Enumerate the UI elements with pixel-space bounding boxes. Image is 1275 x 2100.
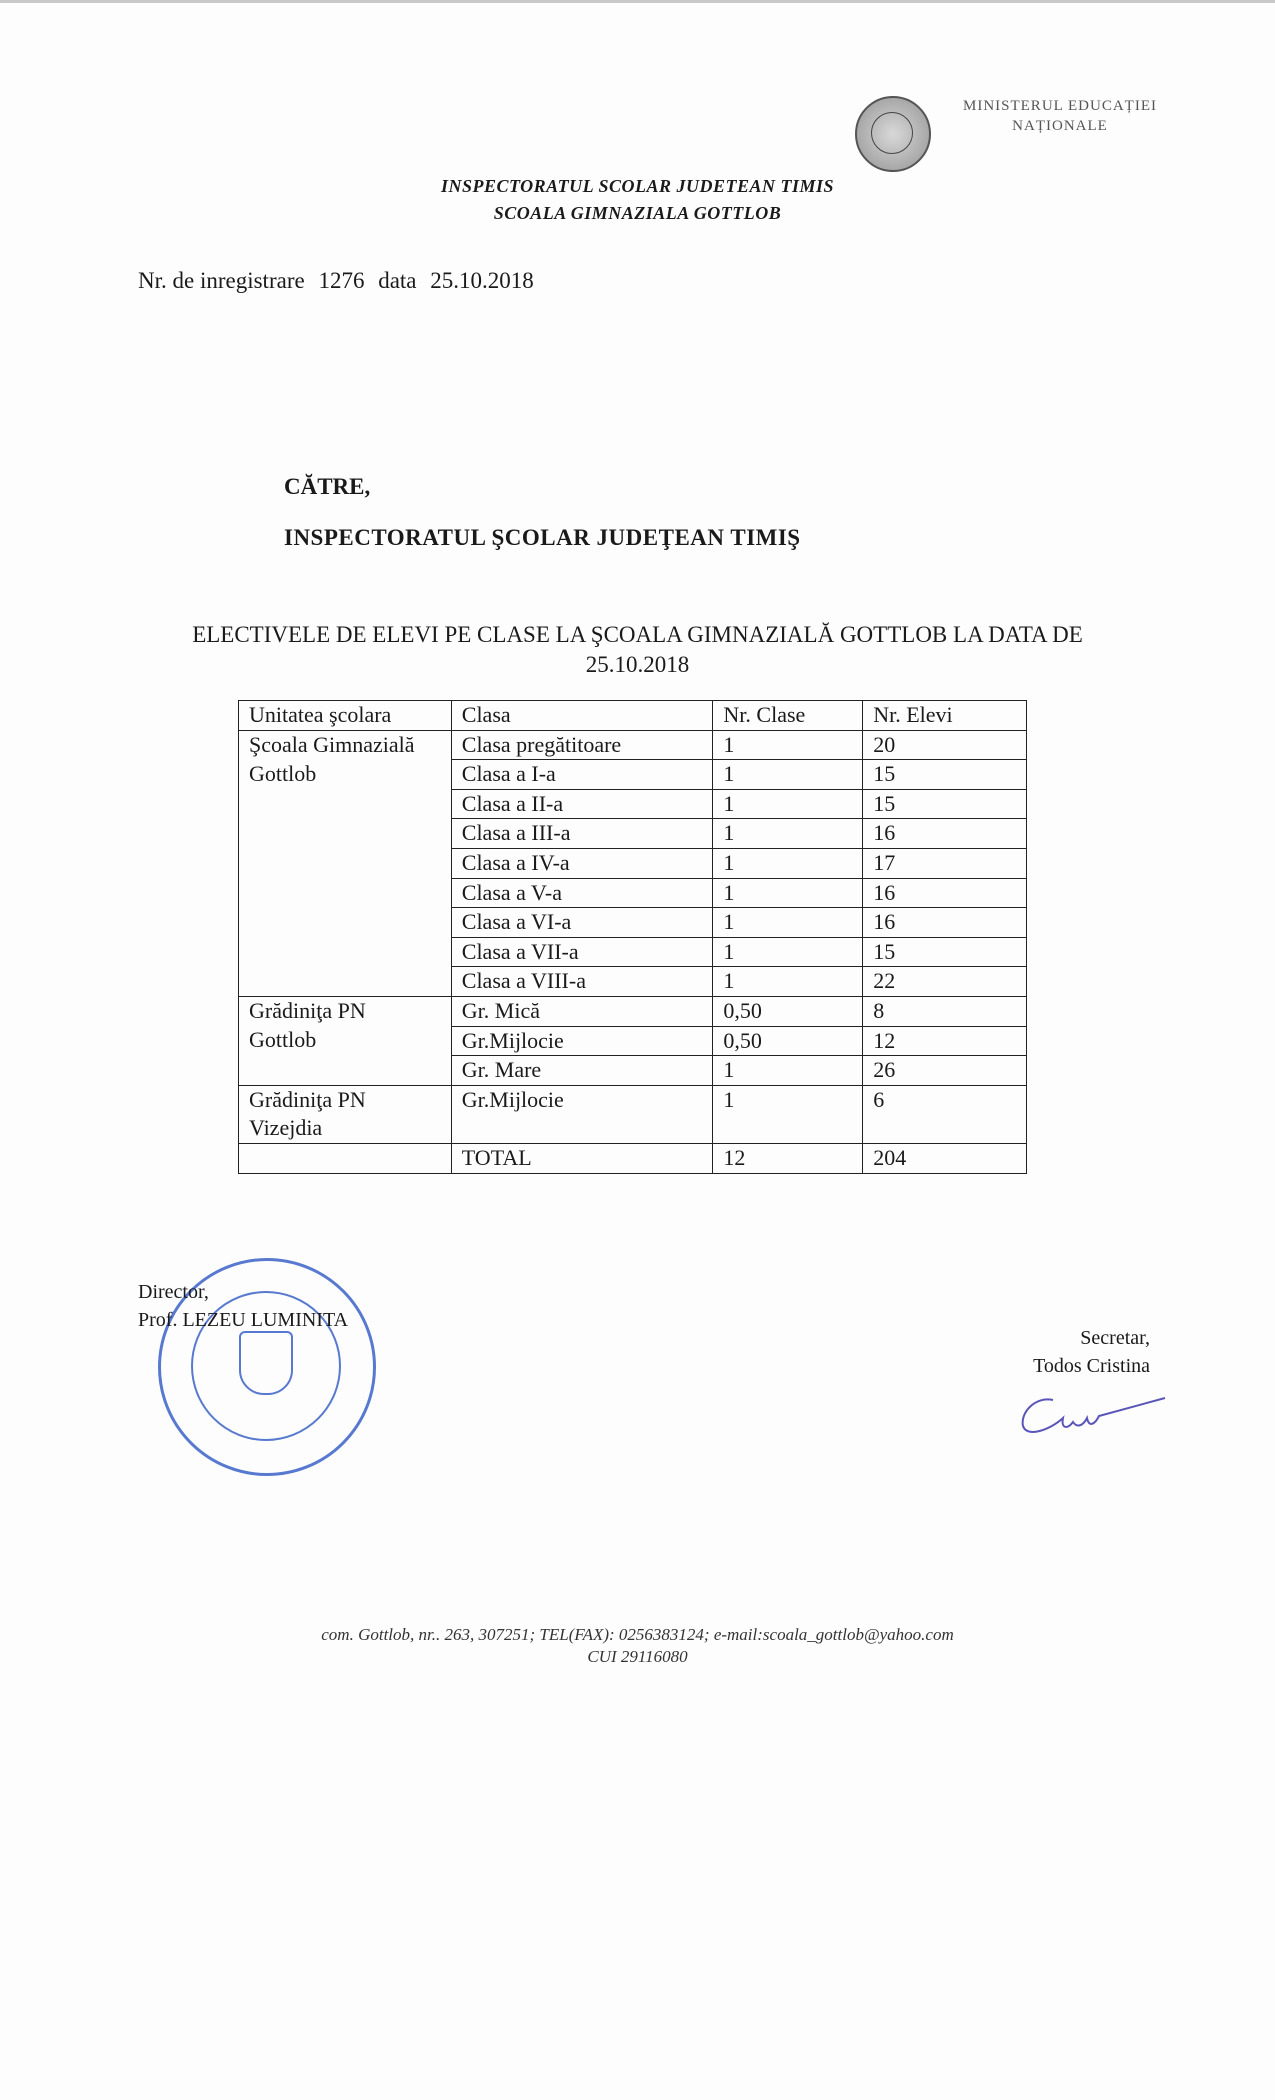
ministry-line1: MINISTERUL EDUCAȚIEI xyxy=(962,98,1157,114)
top-rule xyxy=(0,0,1275,3)
nr-students-cell: 15 xyxy=(863,937,1027,967)
document-title xyxy=(0,620,1275,680)
nr-classes-cell: 1 xyxy=(713,730,863,760)
table-row xyxy=(239,1085,1027,1114)
total-label: TOTAL xyxy=(451,1143,713,1173)
unit-cell xyxy=(239,967,452,997)
nr-classes-cell: 1 xyxy=(713,848,863,878)
nr-students-cell: 6 xyxy=(863,1085,1027,1114)
nr-students-cell: 20 xyxy=(863,730,1027,760)
unit-cell xyxy=(239,1056,452,1086)
nr-classes-cell: 1 xyxy=(713,1085,863,1114)
nr-students-cell: 26 xyxy=(863,1056,1027,1086)
class-cell: Gr.Mijlocie xyxy=(451,1085,713,1114)
class-cell: Gr. Mică xyxy=(451,996,713,1026)
signature-icon xyxy=(1015,1378,1175,1448)
table-row xyxy=(239,937,1027,967)
nr-students-cell: 16 xyxy=(863,878,1027,908)
nr-students-cell: 15 xyxy=(863,789,1027,819)
unit-cell: Gottlob xyxy=(239,760,452,790)
unit-cell: Şcoala Gimnazială xyxy=(239,730,452,760)
header-nr-students: Nr. Elevi xyxy=(863,701,1027,731)
class-cell: Clasa a VI-a xyxy=(451,908,713,938)
ministry-line2: NAȚIONALE xyxy=(1012,118,1108,134)
unit-cell xyxy=(239,819,452,849)
table-row xyxy=(239,996,1027,1026)
unit-cell xyxy=(239,789,452,819)
nr-students-cell: 22 xyxy=(863,967,1027,997)
header-unit: Unitatea şcolara xyxy=(239,701,452,731)
secretary-title: Secretar, xyxy=(1080,1327,1150,1349)
table-row xyxy=(239,730,1027,760)
class-cell: Clasa a VII-a xyxy=(451,937,713,967)
class-cell: Clasa a VIII-a xyxy=(451,967,713,997)
secretary-block xyxy=(980,1324,1150,1380)
header-class: Clasa xyxy=(451,701,713,731)
director-name: Prof. LEZEU LUMINITA xyxy=(138,1309,349,1331)
nr-students-cell: 16 xyxy=(863,819,1027,849)
unit-cell xyxy=(239,908,452,938)
registration-label: Nr. de inregistrare xyxy=(138,268,305,293)
document-title-line2: 25.10.2018 xyxy=(585,652,690,677)
table-total-row xyxy=(239,1143,1027,1173)
table-row xyxy=(239,878,1027,908)
nr-students-cell: 12 xyxy=(863,1026,1027,1056)
class-cell: Clasa a II-a xyxy=(451,789,713,819)
ministry-name xyxy=(950,96,1170,136)
nr-classes-cell: 1 xyxy=(713,937,863,967)
document-title-line1: ELECTIVELE DE ELEVI PE CLASE LA ŞCOALA GIMNAZIALĂ GOTTLOB LA DATA DE xyxy=(192,622,1083,647)
class-cell: Clasa a III-a xyxy=(451,819,713,849)
director-block xyxy=(138,1278,348,1334)
nr-students-cell: 16 xyxy=(863,908,1027,938)
nr-classes-cell: 1 xyxy=(713,878,863,908)
total-nr-classes: 12 xyxy=(713,1143,863,1173)
class-cell: Clasa a I-a xyxy=(451,760,713,790)
class-cell: Clasa a IV-a xyxy=(451,848,713,878)
registration-date: 25.10.2018 xyxy=(430,268,534,293)
header-school: SCOALA GIMNAZIALA GOTTLOB xyxy=(493,203,782,223)
unit-cell xyxy=(239,848,452,878)
unit-cell xyxy=(239,1143,452,1173)
table-row xyxy=(239,1026,1027,1056)
total-nr-students: 204 xyxy=(863,1143,1027,1173)
header-nr-classes: Nr. Clase xyxy=(713,701,863,731)
nr-classes-cell xyxy=(713,1114,863,1143)
table-row xyxy=(239,848,1027,878)
unit-cell: Grădiniţa PN xyxy=(239,1085,452,1114)
nr-classes-cell: 1 xyxy=(713,1056,863,1086)
nr-students-cell xyxy=(863,1114,1027,1143)
registration-line xyxy=(138,268,542,294)
director-title: Director, xyxy=(138,1281,209,1303)
nr-students-cell: 8 xyxy=(863,996,1027,1026)
nr-classes-cell: 1 xyxy=(713,908,863,938)
class-cell: Clasa a V-a xyxy=(451,878,713,908)
nr-students-cell: 17 xyxy=(863,848,1027,878)
footer-cui: CUI 29116080 xyxy=(587,1647,688,1666)
unit-cell xyxy=(239,937,452,967)
table-row xyxy=(239,789,1027,819)
footer-address: com. Gottlob, nr.. 263, 307251; TEL(FAX): 0256383124; e-mail:scoala_gottlob@yahoo.com xyxy=(321,1625,954,1644)
nr-classes-cell: 1 xyxy=(713,760,863,790)
registration-date-label: data xyxy=(378,268,417,293)
class-cell: Clasa pregătitoare xyxy=(451,730,713,760)
footer xyxy=(0,1624,1275,1668)
registration-number: 1276 xyxy=(318,268,365,293)
students-table xyxy=(238,700,1027,1174)
class-cell: Gr.Mijlocie xyxy=(451,1026,713,1056)
nr-students-cell: 15 xyxy=(863,760,1027,790)
unit-cell xyxy=(239,878,452,908)
unit-cell: Gottlob xyxy=(239,1026,452,1056)
recipient-to: CĂTRE, xyxy=(284,474,371,499)
class-cell: Gr. Mare xyxy=(451,1056,713,1086)
nr-classes-cell: 0,50 xyxy=(713,1026,863,1056)
table-row xyxy=(239,967,1027,997)
table-row xyxy=(239,1056,1027,1086)
table-row xyxy=(239,760,1027,790)
unit-cell: Grădiniţa PN xyxy=(239,996,452,1026)
nr-classes-cell: 1 xyxy=(713,819,863,849)
secretary-name: Todos Cristina xyxy=(1033,1355,1150,1377)
nr-classes-cell: 1 xyxy=(713,789,863,819)
header-inspectorate: INSPECTORATUL SCOLAR JUDETEAN TIMIS xyxy=(440,176,835,196)
table-header-row xyxy=(239,701,1027,731)
unit-cell: Vizejdia xyxy=(239,1114,452,1143)
recipient-name: INSPECTORATUL ŞCOLAR JUDEŢEAN TIMIŞ xyxy=(284,525,801,550)
nr-classes-cell: 1 xyxy=(713,967,863,997)
government-emblem-icon xyxy=(855,96,931,172)
table-row xyxy=(239,908,1027,938)
class-cell xyxy=(451,1114,713,1143)
table-row xyxy=(239,819,1027,849)
table-row xyxy=(239,1114,1027,1143)
nr-classes-cell: 0,50 xyxy=(713,996,863,1026)
